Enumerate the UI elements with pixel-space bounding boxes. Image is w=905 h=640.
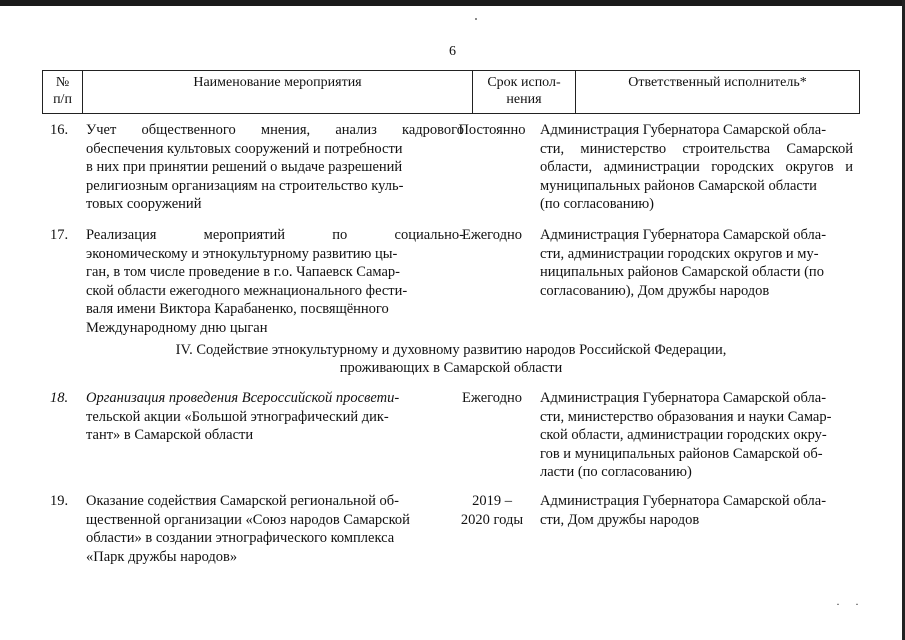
row-responsible-line: сти, администрации городских округов и му- xyxy=(540,245,819,262)
row-name-line: области» в создании этнографического комплекса xyxy=(86,530,395,547)
header-row xyxy=(42,70,860,114)
row-responsible-line: муниципальных районов Самарской области xyxy=(540,177,817,194)
row-responsible-line: Администрация Губернатора Самарской обла- xyxy=(540,227,827,243)
row-name-line: тельской акции «Большой этнографический дик- xyxy=(86,408,389,425)
page-number: 6 xyxy=(449,44,456,59)
row-name-line: Реализация мероприятий по социально- xyxy=(86,227,464,243)
scan-dots: · · xyxy=(836,597,865,611)
row-name xyxy=(86,226,464,338)
header-term-line: нения xyxy=(506,92,542,107)
section-title xyxy=(42,341,860,377)
row-name xyxy=(86,492,464,566)
row-name-line: Международному дню цыган xyxy=(86,319,268,336)
row-responsible xyxy=(540,226,853,300)
row-term-line: Ежегодно xyxy=(462,390,522,406)
row-responsible-line: сти, министерство строительства Самарской xyxy=(540,140,853,157)
row-number: 17. xyxy=(50,227,69,243)
row-responsible-line: сти, министерство образования и науки Самар- xyxy=(540,408,832,425)
row-responsible xyxy=(540,389,853,482)
scan-top-border xyxy=(0,0,905,6)
row-name xyxy=(86,389,464,445)
row-name-line: Учет общественного мнения, анализ кадрового xyxy=(86,122,464,138)
row-term-line: 2019 – xyxy=(472,493,512,509)
row-number: 19. xyxy=(50,493,69,509)
row-responsible-line: Администрация Губернатора Самарской обла- xyxy=(540,122,827,138)
header-term xyxy=(473,71,576,113)
row-name-line: «Парк дружбы народов» xyxy=(86,548,238,565)
row-name xyxy=(86,121,464,214)
row-responsible-line: согласованию), Дом дружбы народов xyxy=(540,282,770,299)
row-number: 18. xyxy=(50,390,69,406)
row-name-line: щественной организации «Союз народов Самарской xyxy=(86,511,410,528)
header-num xyxy=(43,71,83,113)
row-responsible xyxy=(540,492,853,529)
row-responsible-line: Администрация Губернатора Самарской обла- xyxy=(540,390,827,406)
section-title-line: IV. Содействие этнокультурному и духовному развитию народов Российской Федерации, xyxy=(175,342,727,358)
row-term xyxy=(432,226,552,245)
row-name-line: Оказание содействия Самарской региональной об- xyxy=(86,493,399,509)
row-name-line: ган, в том числе проведение в г.о. Чапаевск Самар- xyxy=(86,264,401,281)
row-responsible-line: (по согласованию) xyxy=(540,196,654,213)
row-name-line: ской области ежегодного межнационального фести- xyxy=(86,282,408,299)
row-name-line: обеспечения культовых сооружений и потребности xyxy=(86,140,403,157)
row-name-line: религиозным организациям на строительство куль- xyxy=(86,177,404,194)
scan-speck xyxy=(475,18,477,20)
row-term-line: Постоянно xyxy=(458,122,526,138)
table-header xyxy=(42,70,860,114)
row-name-line: в них при принятии решений о выдаче разрешений xyxy=(86,159,403,176)
row-name-line: экономическому и этнокультурному развитию цы- xyxy=(86,245,398,262)
row-responsible-line: области, администрации городских округов и xyxy=(540,159,853,176)
header-responsible-line: Ответственный исполнитель* xyxy=(628,75,807,90)
row-number: 16. xyxy=(50,122,69,138)
row-responsible xyxy=(540,121,853,214)
header-name xyxy=(83,71,473,113)
row-term xyxy=(432,492,552,529)
row-responsible-line: гов и муниципальных районов Самарской об- xyxy=(540,445,823,462)
header-responsible xyxy=(576,71,859,113)
row-responsible-line: Администрация Губернатора Самарской обла- xyxy=(540,493,827,509)
row-name-line: тант» в Самарской области xyxy=(86,427,254,444)
row-responsible-line: сти, Дом дружбы народов xyxy=(540,511,700,528)
header-name-line: Наименование мероприятия xyxy=(193,75,362,90)
row-name-line: Организация проведения Всероссийской просвети- xyxy=(86,390,400,406)
header-num-line: № xyxy=(55,75,70,90)
row-term-line: 2020 годы xyxy=(460,511,524,528)
row-responsible-line: ской области, администрации городских окру- xyxy=(540,427,827,444)
row-name-line: товых сооружений xyxy=(86,196,202,213)
section-title-line: проживающих в Самарской области xyxy=(339,360,563,376)
row-responsible-line: ниципальных районов Самарской области (по xyxy=(540,264,824,281)
row-term-line: Ежегодно xyxy=(462,227,522,243)
row-term xyxy=(432,389,552,408)
row-term xyxy=(432,121,552,140)
header-term-line: Срок испол- xyxy=(487,75,561,90)
row-responsible-line: ласти (по согласованию) xyxy=(540,464,692,481)
row-name-line: валя имени Виктора Карабаненко, посвящённого xyxy=(86,301,389,318)
header-num-line: п/п xyxy=(53,92,72,107)
